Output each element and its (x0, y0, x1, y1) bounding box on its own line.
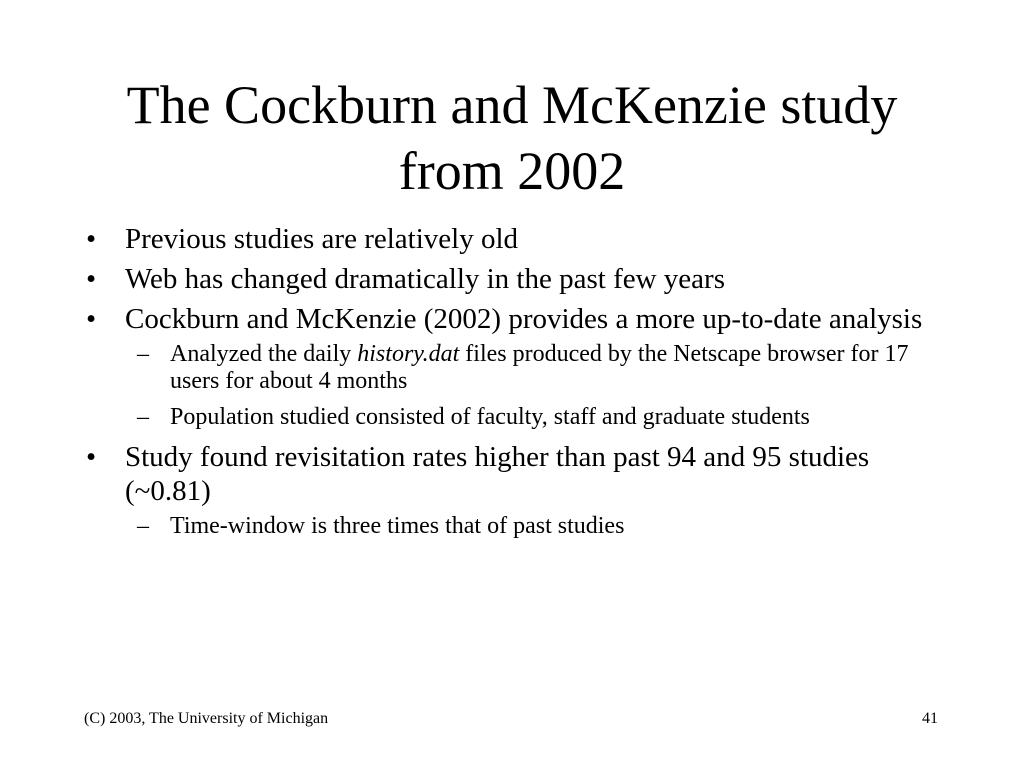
footer-copyright: (C) 2003, The University of Michigan (84, 710, 329, 727)
bullet-text: Previous studies are relatively old (125, 223, 519, 255)
sub-bullet-text: Population studied consisted of faculty, staff and graduate students (170, 404, 810, 430)
sub-bullet-list (125, 341, 946, 431)
sub-bullet-item (125, 341, 946, 395)
filename-emphasis: history.dat (357, 341, 460, 367)
sub-bullet-text: Time-window is three times that of past studies (170, 513, 625, 539)
bullet-text: Cockburn and McKenzie (2002) provides a more up-to-date analysis (125, 303, 923, 335)
bullet-icon: • (86, 441, 97, 473)
dash-icon: – (137, 404, 149, 430)
sub-bullet-text-post: files produced by the Netscape browser for 17 users for about 4 months (170, 341, 909, 394)
bullet-list (86, 222, 946, 549)
bullet-item (86, 440, 946, 540)
slide-title (60, 72, 964, 204)
bullet-item (86, 302, 946, 431)
sub-bullet-list (125, 513, 946, 540)
bullet-icon: • (86, 263, 97, 295)
bullet-icon: • (86, 223, 97, 255)
bullet-icon: • (86, 303, 97, 335)
title-line-2: from 2002 (398, 141, 626, 201)
bullet-item (86, 222, 946, 256)
sub-bullet-text-pre: Analyzed the daily (170, 341, 358, 367)
title-line-1: The Cockburn and McKenzie study (126, 75, 898, 135)
bullet-text: Study found revisitation rates higher than past 94 and 95 studies (~0.81) (125, 441, 870, 507)
dash-icon: – (137, 341, 149, 367)
sub-bullet-item (125, 404, 946, 431)
slide-number: 41 (922, 710, 938, 727)
sub-bullet-item (125, 513, 946, 540)
dash-icon: – (137, 513, 149, 539)
bullet-text: Web has changed dramatically in the past few years (125, 263, 725, 295)
bullet-item (86, 262, 946, 296)
